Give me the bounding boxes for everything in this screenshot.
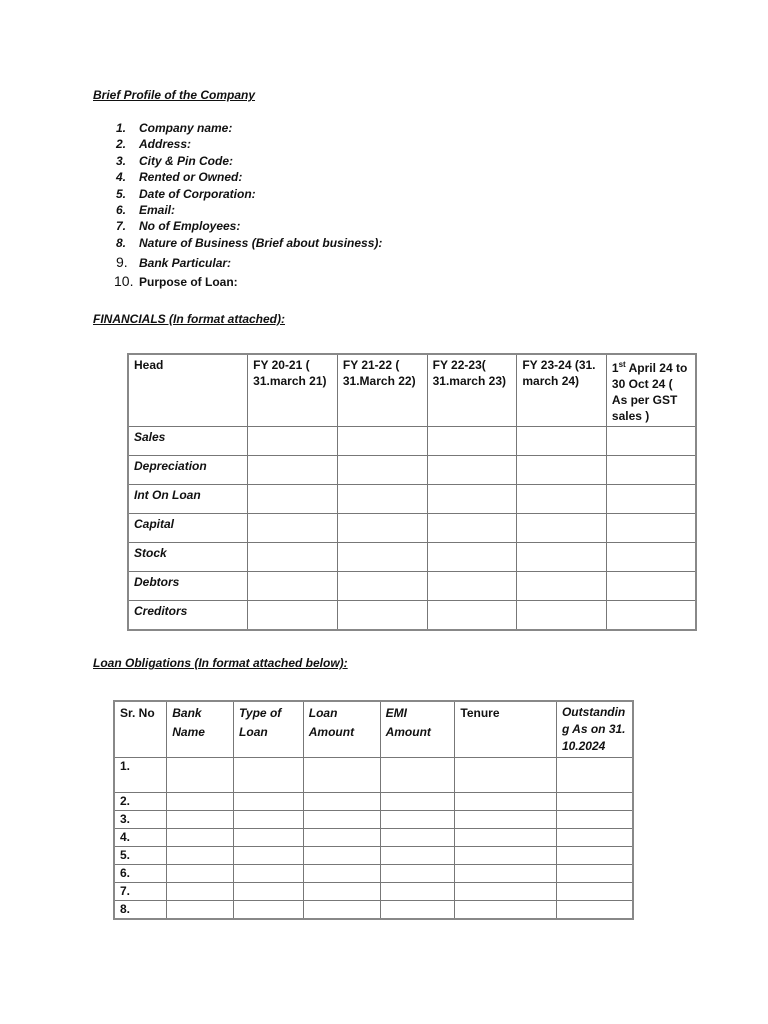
loan-obligations-table: [113, 700, 634, 920]
company-profile-list: [112, 121, 382, 289]
table-cell[interactable]: [455, 829, 557, 847]
table-cell[interactable]: [303, 758, 380, 793]
row-label: Depreciation: [128, 456, 248, 485]
profile-heading: Brief Profile of the Company: [93, 88, 256, 102]
table-cell[interactable]: [337, 572, 427, 601]
table-cell[interactable]: [248, 427, 338, 456]
table-cell[interactable]: [517, 514, 607, 543]
table-cell[interactable]: [455, 901, 557, 920]
table-cell[interactable]: [455, 847, 557, 865]
table-cell[interactable]: [455, 883, 557, 901]
table-cell[interactable]: [303, 901, 380, 920]
table-cell[interactable]: [248, 543, 338, 572]
table-cell[interactable]: [455, 793, 557, 811]
column-header: Tenure: [455, 701, 557, 758]
row-label: Creditors: [128, 601, 248, 631]
table-row: [114, 865, 633, 883]
table-cell[interactable]: [380, 758, 455, 793]
table-cell[interactable]: [234, 793, 304, 811]
table-cell[interactable]: [517, 572, 607, 601]
table-row: [128, 427, 696, 456]
table-cell[interactable]: [303, 865, 380, 883]
table-cell[interactable]: [380, 901, 455, 920]
table-cell[interactable]: [517, 456, 607, 485]
row-number: 3.: [114, 811, 167, 829]
table-cell[interactable]: [167, 847, 234, 865]
table-cell[interactable]: [337, 456, 427, 485]
row-number: 5.: [114, 847, 167, 865]
table-cell[interactable]: [517, 485, 607, 514]
row-number: 2.: [114, 793, 167, 811]
column-header: FY 22-23( 31.march 23): [427, 354, 517, 427]
table-cell[interactable]: [248, 514, 338, 543]
table-cell[interactable]: [517, 427, 607, 456]
row-label: Sales: [128, 427, 248, 456]
list-item: 4. Rented or Owned:: [116, 170, 243, 185]
table-cell[interactable]: [427, 485, 517, 514]
table-row: [114, 811, 633, 829]
table-row: [114, 829, 633, 847]
table-cell[interactable]: [517, 543, 607, 572]
list-item: 8. Nature of Business (Brief about business):: [116, 235, 383, 250]
table-cell[interactable]: [606, 572, 696, 601]
table-cell[interactable]: [248, 456, 338, 485]
row-number: 7.: [114, 883, 167, 901]
table-row: [114, 758, 633, 793]
table-cell[interactable]: [556, 793, 633, 811]
table-cell[interactable]: [606, 543, 696, 572]
table-cell[interactable]: [234, 901, 304, 920]
table-row: [128, 543, 696, 572]
column-header: FY 23-24 (31. march 24): [517, 354, 607, 427]
row-label: Int On Loan: [128, 485, 248, 514]
table-cell[interactable]: [380, 865, 455, 883]
table-cell[interactable]: [556, 829, 633, 847]
table-cell[interactable]: [455, 811, 557, 829]
table-cell[interactable]: [248, 572, 338, 601]
table-cell[interactable]: [455, 865, 557, 883]
table-cell[interactable]: [167, 811, 234, 829]
table-row: [128, 572, 696, 601]
list-item: 5. Date of Corporation:: [116, 186, 256, 201]
column-header: Type of Loan: [234, 701, 304, 758]
table-cell[interactable]: [248, 485, 338, 514]
table-row: [128, 601, 696, 631]
row-number: 6.: [114, 865, 167, 883]
table-cell[interactable]: [556, 883, 633, 901]
column-header: Head: [128, 354, 248, 427]
column-header: Loan Amount: [303, 701, 380, 758]
table-cell[interactable]: [337, 514, 427, 543]
table-cell[interactable]: [556, 847, 633, 865]
table-cell[interactable]: [167, 793, 234, 811]
table-cell[interactable]: [234, 847, 304, 865]
list-item: 10. Purpose of Loan:: [114, 272, 238, 289]
table-cell[interactable]: [337, 427, 427, 456]
table-cell[interactable]: [606, 485, 696, 514]
row-label: Debtors: [128, 572, 248, 601]
financials-heading: FINANCIALS (In format attached):: [93, 312, 285, 326]
table-cell[interactable]: [556, 901, 633, 920]
table-cell[interactable]: [234, 883, 304, 901]
table-cell[interactable]: [303, 829, 380, 847]
row-label: Stock: [128, 543, 248, 572]
table-cell[interactable]: [427, 601, 517, 631]
table-cell[interactable]: [234, 829, 304, 847]
table-cell[interactable]: [427, 514, 517, 543]
table-cell[interactable]: [234, 811, 304, 829]
table-header-row: [114, 701, 633, 758]
table-cell[interactable]: [455, 758, 557, 793]
row-number: 4.: [114, 829, 167, 847]
table-cell[interactable]: [234, 865, 304, 883]
row-number: 8.: [114, 901, 167, 920]
table-row: [114, 883, 633, 901]
table-row: [114, 793, 633, 811]
table-cell[interactable]: [167, 758, 234, 793]
table-cell[interactable]: [380, 811, 455, 829]
table-cell[interactable]: [303, 811, 380, 829]
table-cell[interactable]: [427, 572, 517, 601]
table-cell[interactable]: [606, 456, 696, 485]
table-row: [114, 847, 633, 865]
table-cell[interactable]: [167, 883, 234, 901]
table-cell[interactable]: [248, 601, 338, 631]
column-header: Bank Name: [167, 701, 234, 758]
row-label: Capital: [128, 514, 248, 543]
table-cell[interactable]: [337, 485, 427, 514]
column-header: FY 21-22 ( 31.March 22): [337, 354, 427, 427]
loans-heading: Loan Obligations (In format attached below):: [93, 656, 348, 670]
table-cell[interactable]: [380, 829, 455, 847]
table-cell[interactable]: [167, 865, 234, 883]
table-cell[interactable]: [427, 456, 517, 485]
list-item: 3. City & Pin Code:: [116, 153, 234, 168]
table-cell[interactable]: [517, 601, 607, 631]
financials-table: [127, 353, 697, 631]
table-cell[interactable]: [380, 793, 455, 811]
table-cell[interactable]: [303, 883, 380, 901]
table-row: [128, 485, 696, 514]
column-header: FY 20-21 ( 31.march 21): [248, 354, 338, 427]
table-row: [128, 456, 696, 485]
table-cell[interactable]: [303, 847, 380, 865]
column-header: Sr. No: [114, 701, 167, 758]
table-cell[interactable]: [556, 811, 633, 829]
table-cell[interactable]: [337, 543, 427, 572]
table-header-row: [128, 354, 696, 427]
table-cell[interactable]: [606, 514, 696, 543]
table-cell[interactable]: [427, 543, 517, 572]
list-item: 7. No of Employees:: [116, 219, 241, 234]
table-cell[interactable]: [380, 883, 455, 901]
list-item: 2. Address:: [116, 137, 192, 152]
table-cell[interactable]: [556, 865, 633, 883]
list-item: 9. Bank Particular:: [116, 254, 232, 271]
column-header: EMI Amount: [380, 701, 455, 758]
list-item: 6. Email:: [116, 202, 176, 217]
table-cell[interactable]: [427, 427, 517, 456]
table-row: [114, 901, 633, 920]
column-header: 1st April 24 to 30 Oct 24 ( As per GST sales ): [606, 354, 696, 427]
table-cell[interactable]: [606, 427, 696, 456]
row-number: 1.: [114, 758, 167, 793]
table-cell[interactable]: [167, 901, 234, 920]
table-cell[interactable]: [556, 758, 633, 793]
table-cell[interactable]: [337, 601, 427, 631]
table-cell[interactable]: [606, 601, 696, 631]
table-cell[interactable]: [380, 847, 455, 865]
table-cell[interactable]: [167, 829, 234, 847]
table-cell[interactable]: [303, 793, 380, 811]
list-item: 1. Company name:: [116, 121, 233, 135]
table-cell[interactable]: [234, 758, 304, 793]
table-row: [128, 514, 696, 543]
column-header: Outstanding As on 31.10.2024: [556, 701, 633, 758]
